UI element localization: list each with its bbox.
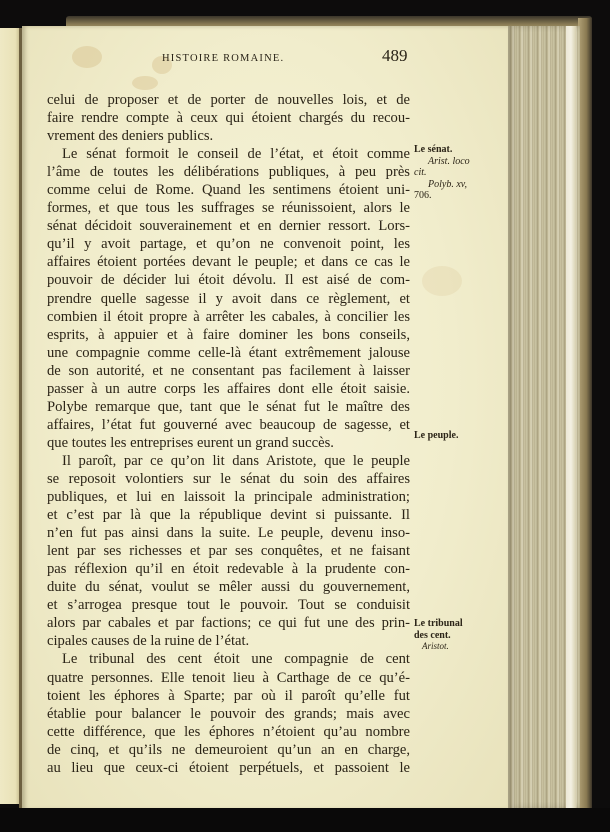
- running-head: HISTOIRE ROMAINE.: [162, 53, 285, 64]
- text-line: établie pour balancer le pouvoir des grands; mais avec: [47, 705, 410, 722]
- text-line: publiques, et lui en laissoit la principale administration;: [47, 489, 410, 506]
- text-line: quatre personnes. Elle tenoit lieu à Carthage de ce qu’é-: [47, 669, 410, 686]
- text-line: esprits, à appuier et à faire dominer les bons conseils,: [47, 326, 410, 343]
- text-line: toient les éphores à Sparte; par où il paroît qu’elle fut: [47, 687, 410, 704]
- text-line: Polybe remarque que, tant que le sénat fut le maître des: [47, 398, 410, 415]
- margin-note-title: des cent.: [414, 629, 451, 641]
- background-shadow: [0, 808, 610, 832]
- text-line: se reposoit volontiers sur le sénat du soin des affaires: [47, 470, 410, 487]
- margin-note-ref: Arist. loco: [428, 155, 470, 167]
- text-line: affaires, l’état fut gouverné avec beaucoup de sagesse, et: [47, 416, 410, 433]
- text-line: et c’est par là que la république devint si puissante. Il: [47, 507, 410, 524]
- page-edges-fore-edge: [506, 26, 580, 808]
- text-line: n’en fut pas ainsi dans la suite. Le peuple, devenu inso-: [47, 525, 410, 542]
- foxing-stain: [72, 46, 102, 68]
- margin-note-ref: Polyb. xv,: [428, 178, 467, 190]
- margin-note-title: Le tribunal: [414, 618, 463, 629]
- text-line: prendre quelle sagesse il y avoit dans ce règlement, et: [47, 290, 410, 307]
- margin-note-title: Le peuple.: [414, 430, 459, 441]
- margin-note-tribunal: [414, 618, 463, 653]
- text-line: que toutes les entreprises eurent un grand succès.: [47, 434, 334, 451]
- margin-note-ref: cit.: [414, 167, 427, 178]
- text-line: comme celui de Rome. Quand les sentimens étoient uni-: [47, 182, 410, 199]
- text-line: alors par cabales et par factions; ce qui fut une des prin-: [47, 615, 410, 632]
- text-line: affaires étoient portées devant le peuple; et dans ce cas le: [47, 254, 410, 271]
- text-line: cette différence, que les éphores n’étoient qu’au nombre: [47, 723, 410, 740]
- text-line: pas réflexion qu’il en étoit redevable à la prudente con-: [47, 561, 410, 578]
- text-line: Le sénat formoit le conseil de l’état, et étoit comme: [62, 146, 410, 163]
- text-line: formes, et que tous les suffrages se réunissoient, alors le: [47, 200, 410, 217]
- text-line: Il paroît, par ce qu’on lit dans Aristote, que le peuple: [62, 452, 410, 469]
- margin-note-ref: Aristot.: [422, 641, 449, 651]
- margin-note-title: Le sénat.: [414, 144, 453, 155]
- text-line: qu’il y avoit partage, et qu’on ne convenoit point, les: [47, 236, 410, 253]
- text-line: au lieu que ceux-ci étoient perpétuels, et passoient le: [47, 759, 410, 776]
- text-line: cipales causes de la ruine de l’état.: [47, 633, 250, 650]
- foxing-stain: [422, 266, 462, 296]
- text-line: faire rendre compte à ceux qui étoient chargés du recou-: [47, 110, 410, 127]
- text-line: sénat décidoit souverainement et en dernier ressort. Lors-: [47, 218, 410, 235]
- page-number: 489: [382, 46, 408, 65]
- text-line: lent par ses richesses et par ses conquêtes, et ne faisant: [47, 543, 410, 560]
- right-page: [22, 26, 508, 810]
- text-line: vrement des deniers publics.: [47, 128, 214, 145]
- book-gutter: [19, 28, 22, 808]
- text-line: de son autorité, et ne consentant pas facilement à laisser: [47, 362, 410, 379]
- body-text: [47, 91, 410, 777]
- text-line: celui de proposer et de porter de nouvelles lois, et de: [47, 92, 410, 108]
- margin-note-peuple: [414, 430, 458, 442]
- foxing-stain: [132, 76, 158, 90]
- text-line: une compagnie comme celle-là étant extrêmement jalouse: [47, 344, 410, 361]
- text-line: pouvoir de décider lui étoit dévolu. Il est aisé de com-: [47, 272, 410, 289]
- text-line: passer à un autre corps les affaires dont elle étoit saisie.: [47, 380, 410, 397]
- text-line: Le tribunal des cent étoit une compagnie de cent: [62, 651, 410, 668]
- margin-note-ref: 706.: [414, 190, 432, 201]
- book-cover-right-edge: [578, 18, 592, 808]
- text-line: l’âme de toutes les délibérations publiques, à peu près: [47, 164, 410, 181]
- text-line: combien il étoit propre à arrêter les cabales, à concilier les: [47, 308, 410, 325]
- text-line: et s’arrogea presque tout le pouvoir. Tout se conduisit: [47, 597, 410, 614]
- text-line: de cinq, et qu’ils ne demeuroient qu’un an en charge,: [47, 741, 410, 758]
- text-line: duite du sénat, voulut se mêler aussi du gouvernement,: [47, 579, 410, 596]
- margin-note-senat: [414, 144, 470, 202]
